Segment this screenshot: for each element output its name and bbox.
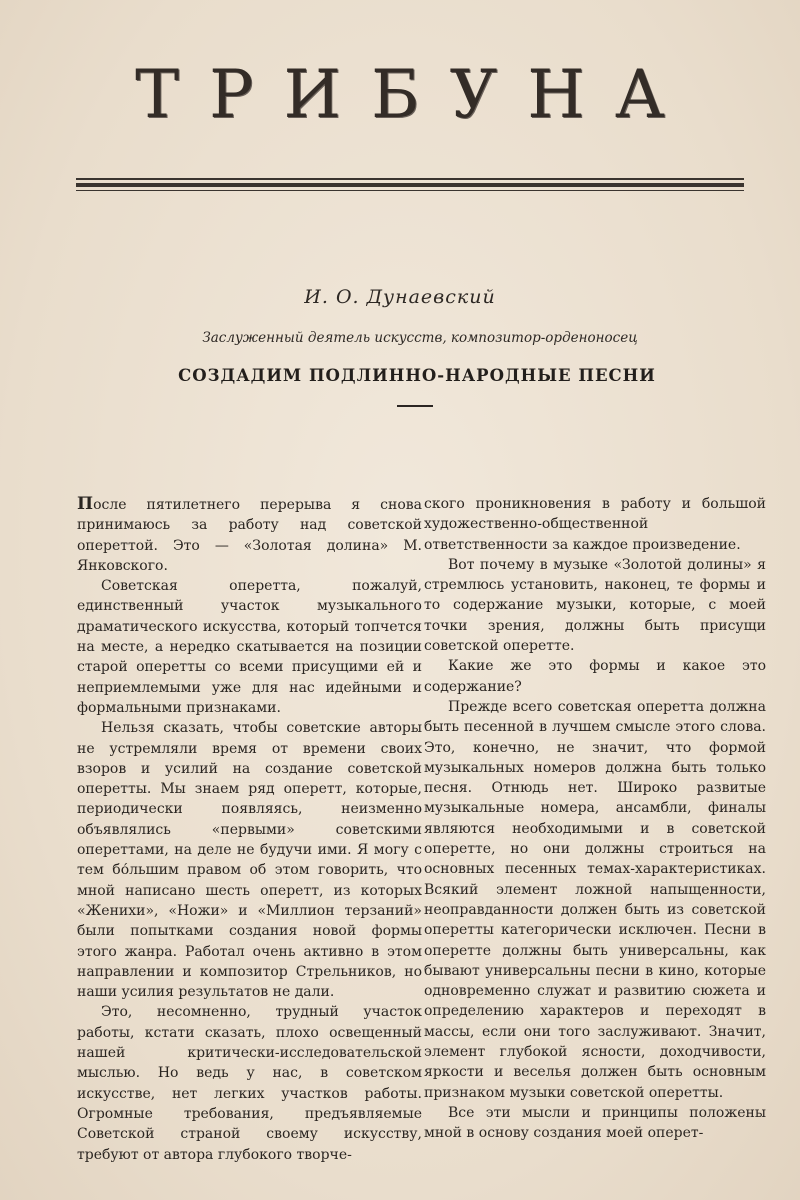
header-rule-bottom — [76, 190, 744, 191]
paragraph: Прежде всего советская оперетта должна быть песенной в лучшем смысле этого слова. Это, конечно, не значит, что формой музыкальных номеров должна быть только песня. Отнюдь нет. Широко развитые музыкальные номера, ансамбли, финалы являются необходимыми и в советской оперетте, но они должны строиться на основных песенных темах-характеристиках. Всякий элемент ложной напыщенности, неоправданности должен быть из советской оперетты категорически исключен. Песни в оперетте должны быть универсальны, как бывают универсальны песни в кино, которые одновременно служат и развитию сюжета и определению характеров и переходят в массы, если они того заслуживают. Значит, элемент глубокой ясности, доходчивости, яркости и веселья должен быть основным признаком музыки советской оперетты. — [424, 698, 766, 1101]
paragraph: Все эти мысли и принципы положены мной в основу создания моей оперет- — [424, 1104, 766, 1142]
article-headline: СОЗДАДИМ ПОДЛИННО-НАРОДНЫЕ ПЕСНИ — [178, 366, 656, 385]
author-title: Заслуженный деятель искусств, композитор-орденоносец — [202, 330, 638, 346]
drop-cap: П — [77, 494, 94, 514]
paragraph: Вот почему в музыке «Золотой долины» я стремлюсь установить, наконец, те формы и то содержание музыки, которые, с моей точки зрения, должны быть присущи советской оперетте. — [424, 556, 766, 655]
article-author: И. О. Дунаевский — [304, 286, 496, 308]
article-column-left — [77, 494, 422, 1165]
magazine-section-title: ТРИБУНА — [135, 56, 695, 133]
header-rule-top — [76, 178, 744, 180]
paragraph — [77, 494, 422, 576]
paragraph: Советская оперетта, пожалуй, единственный участок музыкального драматического искусства, который топчется на месте, а нередко скатывается на позиции старой оперетты со всеми присущими ей и неприемлемыми уже для нас идейными и формальными признаками. — [77, 578, 422, 716]
paragraph: Это, несомненно, трудный участок работы, кстати сказать, плохо освещенный нашей критически-исследовательской мыслью. Но ведь у нас, в советском искусстве, нет легких участков работы. Огромные требования, предъявляемые Советской страной своему искусству, требуют от автора глубокого творче- — [77, 1004, 422, 1163]
paragraph: Нельзя сказать, чтобы советские авторы не устремляли время от времени своих взоров и усилий на создание советской оперетты. Мы знаем ряд оперетт, которые, периодически появляясь, неизменно объявлялись «первыми» советскими опереттами, на деле не будучи ими. Я могу с тем бо́льшим правом об этом говорить, что мной написано шесть оперетт, из которых «Женихи», «Ножи» и «Миллион терзаний» были попытками создания новой формы этого жанра. Работал очень активно в этом направлении и композитор Стрельников, но наши усилия результатов не дали. — [77, 720, 422, 1001]
article-column-right — [424, 494, 766, 1144]
paragraph: ского проникновения в работу и большой художественно-общественной ответственности за каждое произведение. — [424, 496, 766, 553]
header-rule-middle — [76, 183, 744, 187]
paragraph-text: осле пятилетнего перерыва я снова принимаюсь за работу над советской опереттой. Это — «Золотая долина» М. Янковского. — [77, 497, 422, 574]
paragraph: Какие же это формы и какое это содержание? — [424, 658, 766, 695]
headline-divider — [397, 405, 433, 407]
